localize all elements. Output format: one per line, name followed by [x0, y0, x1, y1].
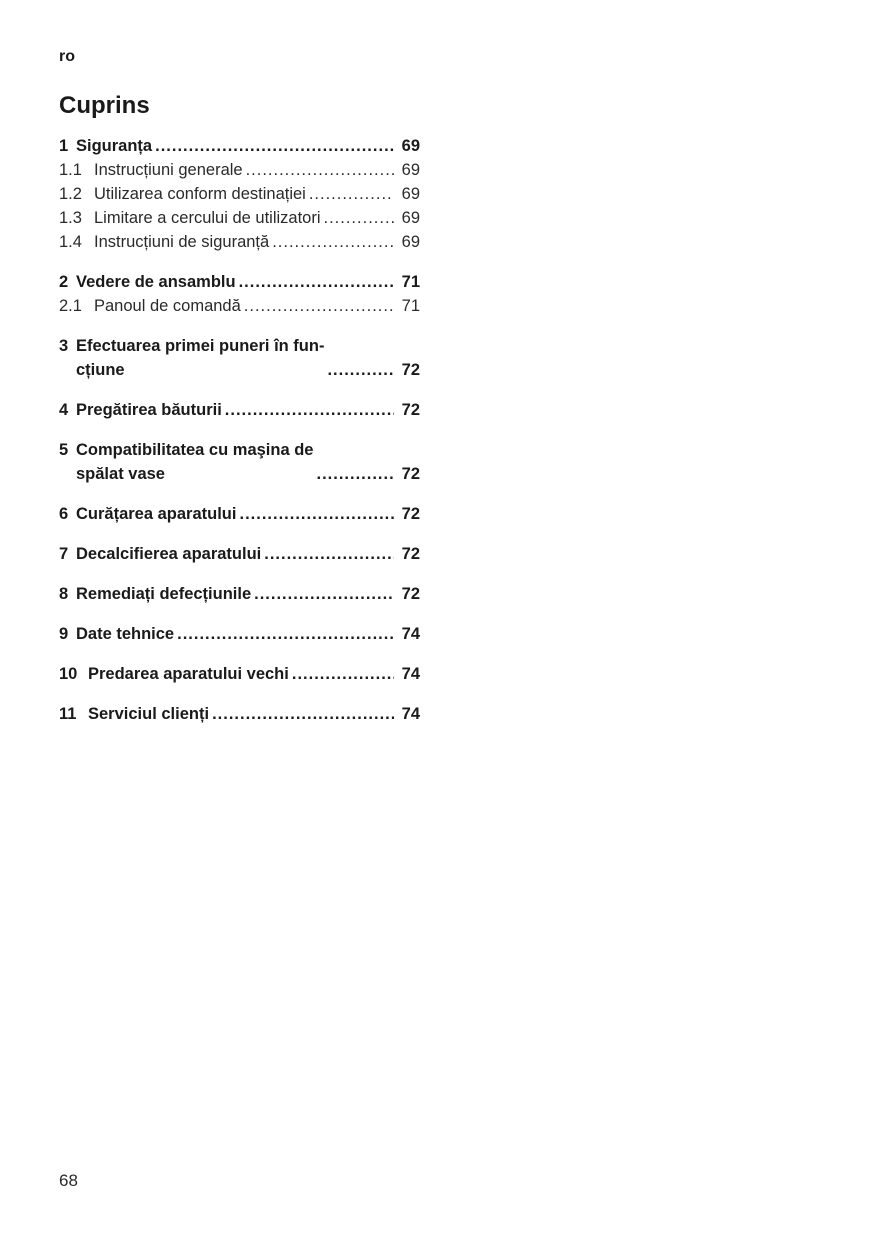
dot-leader: [324, 206, 394, 230]
toc-entry-label: Date tehnice: [76, 625, 175, 643]
dot-leader: [316, 462, 393, 486]
toc-entry-number: 1: [59, 137, 69, 155]
toc-entry-8[interactable]: [59, 582, 420, 606]
toc-entry-number: 1.2: [59, 185, 82, 203]
toc-entry-1-4[interactable]: [59, 230, 420, 254]
toc-entry-9[interactable]: [59, 622, 420, 646]
toc-entry-label: Remediați defecțiunile: [76, 585, 252, 603]
toc-entry-label: Compatibilitatea cu maşina de spălat vase: [76, 441, 314, 483]
toc-entry-page: 72: [401, 585, 420, 603]
toc-entry-10[interactable]: [59, 662, 420, 686]
toc-entry-number: 11: [59, 705, 77, 723]
section-gap: [59, 526, 420, 542]
dot-leader: [309, 182, 394, 206]
toc-entry-label: Instrucțiuni de siguranță: [94, 233, 270, 251]
section-gap: [59, 422, 420, 438]
toc-entry-number: 2.1: [59, 297, 82, 315]
toc-entry-1-3[interactable]: [59, 206, 420, 230]
toc-entry-label: Panoul de comandă: [94, 297, 241, 315]
toc-entry-page: 69: [401, 209, 420, 227]
toc-entry-page: 72: [401, 465, 420, 483]
toc-entry-11[interactable]: [59, 702, 420, 726]
toc-entry-label: Curățarea aparatului: [76, 505, 237, 523]
toc-entry-label: Predarea aparatului vechi: [88, 665, 289, 683]
section-gap: [59, 606, 420, 622]
page-number: 68: [59, 1171, 78, 1190]
dot-leader: [239, 270, 394, 294]
toc-entry-number: 8: [59, 585, 69, 603]
toc-entry-6[interactable]: [59, 502, 420, 526]
toc-entry-1-2[interactable]: [59, 182, 420, 206]
dot-leader: [225, 398, 394, 422]
toc-entry-page: 72: [401, 401, 420, 419]
toc-entry-1-1[interactable]: [59, 158, 420, 182]
toc-entry-label: Decalcifierea aparatului: [76, 545, 262, 563]
toc-entry-label: Instrucțiuni generale: [94, 161, 243, 179]
toc-entry-page: 74: [401, 705, 420, 723]
toc-entry-label: Efectuarea primei puneri în fun- cțiune: [76, 337, 325, 379]
toc-entry-page: 71: [401, 297, 420, 315]
section-gap: [59, 646, 420, 662]
toc-entry-2[interactable]: [59, 270, 420, 294]
dot-leader: [272, 230, 393, 254]
toc-entry-7[interactable]: [59, 542, 420, 566]
dot-leader: [292, 662, 394, 686]
dot-leader: [212, 702, 394, 726]
dot-leader: [246, 158, 394, 182]
toc-entry-page: 69: [401, 137, 420, 155]
toc-entry-number: 7: [59, 545, 69, 563]
toc-entry-1[interactable]: [59, 134, 420, 158]
toc-entry-number: 6: [59, 505, 69, 523]
dot-leader: [155, 134, 394, 158]
toc-entry-5[interactable]: [59, 438, 420, 486]
dot-leader: [264, 542, 393, 566]
toc-entry-page: 74: [401, 625, 420, 643]
dot-leader: [244, 294, 394, 318]
section-gap: [59, 486, 420, 502]
toc-entry-page: 72: [401, 505, 420, 523]
toc-entry-label: Pregătirea băuturii: [76, 401, 222, 419]
toc-entry-3[interactable]: [59, 334, 420, 382]
toc-entry-number: 3: [59, 337, 69, 355]
toc-entry-page: 69: [401, 185, 420, 203]
toc-entry-2-1[interactable]: [59, 294, 420, 318]
dot-leader: [177, 622, 394, 646]
table-of-contents: [59, 134, 420, 726]
section-gap: [59, 686, 420, 702]
toc-entry-page: 72: [401, 545, 420, 563]
toc-entry-label: Siguranța: [76, 137, 153, 155]
toc-entry-number: 2: [59, 273, 69, 291]
toc-entry-page: 72: [401, 361, 420, 379]
section-gap: [59, 382, 420, 398]
toc-entry-number: 1.4: [59, 233, 82, 251]
toc-entry-page: 71: [401, 273, 420, 291]
toc-entry-number: 9: [59, 625, 69, 643]
section-gap: [59, 254, 420, 270]
dot-leader: [254, 582, 394, 606]
page-title: Cuprins: [59, 92, 150, 119]
language-code: ro: [59, 48, 75, 65]
toc-entry-number: 1.1: [59, 161, 82, 179]
toc-entry-page: 69: [401, 161, 420, 179]
dot-leader: [327, 358, 393, 382]
section-gap: [59, 566, 420, 582]
toc-entry-number: 5: [59, 441, 69, 459]
toc-entry-label: Limitare a cercului de utilizatori: [94, 209, 321, 227]
toc-entry-4[interactable]: [59, 398, 420, 422]
toc-entry-label: Vedere de ansamblu: [76, 273, 236, 291]
toc-entry-number: 4: [59, 401, 69, 419]
toc-entry-page: 69: [401, 233, 420, 251]
toc-entry-number: 10: [59, 665, 78, 683]
section-gap: [59, 318, 420, 334]
toc-entry-number: 1.3: [59, 209, 82, 227]
toc-entry-label: Utilizarea conform destinației: [94, 185, 306, 203]
toc-entry-page: 74: [401, 665, 420, 683]
dot-leader: [239, 502, 393, 526]
toc-entry-label: Serviciul clienți: [88, 705, 210, 723]
